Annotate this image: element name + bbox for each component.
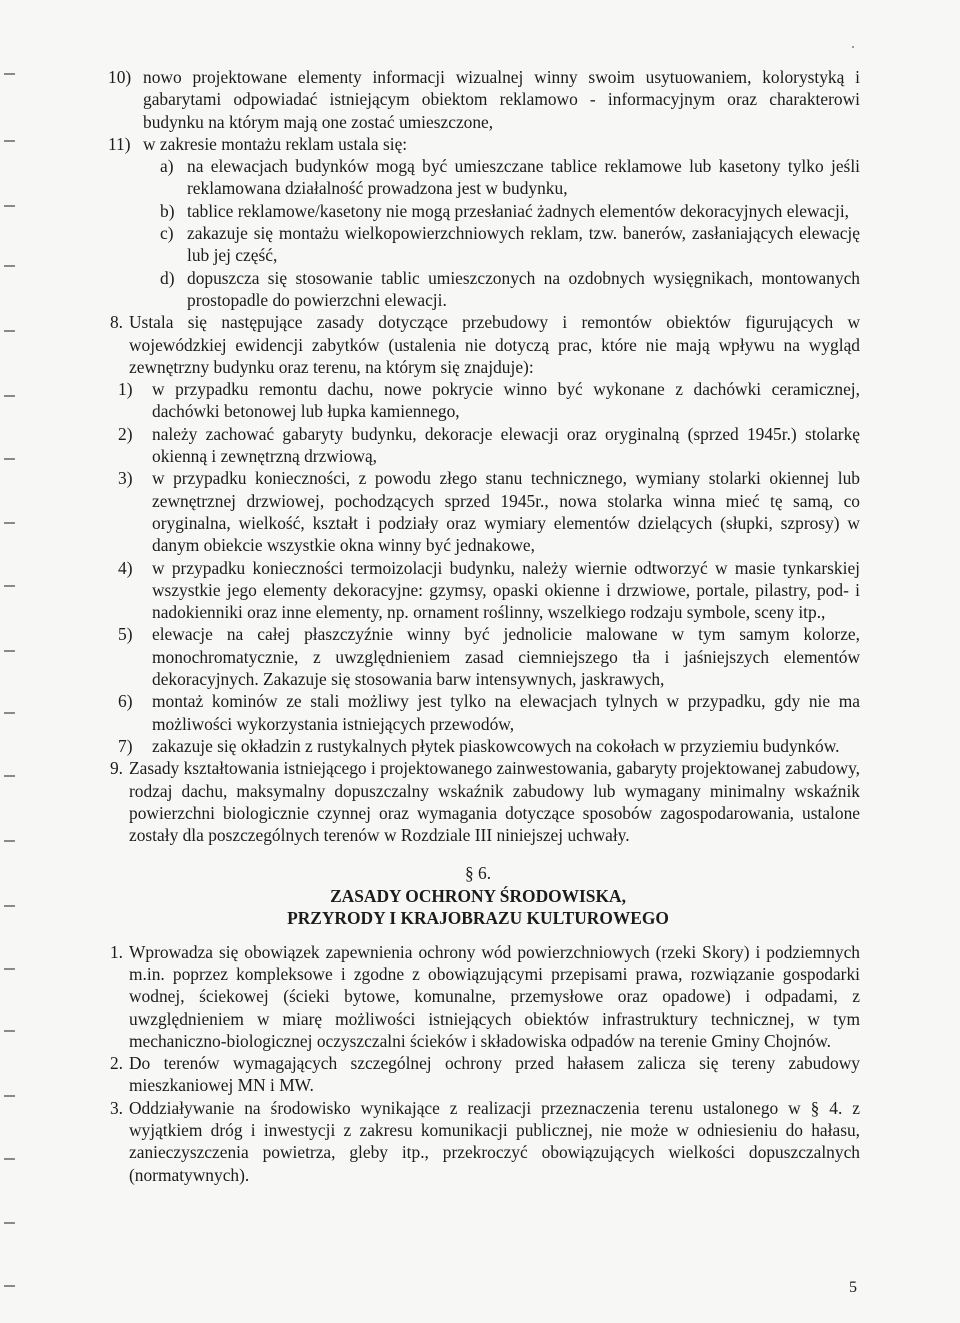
margin-mark bbox=[4, 775, 15, 777]
point-text: Zasady kształtowania istniejącego i projektowanego zainwestowania, gabaryty projektowanej zabudowy, rodzaj dachu, maksymalny dopuszczalny wskaźnik zabudowy lub wymagany minimalny wskaźnik powierzchni biologicznie czynnej oraz wymagania dotyczące sposobów zagospodarowania, ustalone zostały dla poszczególnych terenów w Rozdziale III niniejszej uchwały. bbox=[129, 758, 860, 846]
point-8-item bbox=[96, 467, 860, 556]
sub-item-a bbox=[96, 155, 860, 200]
page-number: 5 bbox=[849, 1279, 857, 1296]
item-number: 1. bbox=[109, 941, 123, 962]
margin-mark bbox=[4, 650, 15, 652]
scan-speck bbox=[852, 46, 854, 48]
margin-mark bbox=[4, 968, 15, 970]
margin-mark bbox=[4, 1095, 15, 1097]
item-text: należy zachować gabaryty budynku, dekoracje elewacji oraz oryginalną (sprzed 1945r.) stolarkę okienną i zewnętrzną drzwiową, bbox=[152, 423, 860, 467]
margin-mark bbox=[4, 1030, 15, 1032]
margin-mark bbox=[4, 1222, 15, 1224]
item-text: dopuszcza się stosowanie tablic umieszczonych na ozdobnych wysięgnikach, montowanych prostopadle do powierzchni elewacji. bbox=[187, 267, 860, 310]
item-text: elewacje na całej płaszczyźnie winny być jednolicie malowane w tym samym kolorze, monochromatycznie, z uwzględnieniem zasad ciemniejszego tła i jaśniejszych elementów dekoracyjnych. Zakazuje się stosowania barw intensywnych, jaskrawych, bbox=[152, 624, 860, 690]
point-8-item bbox=[96, 378, 860, 423]
item-number: 2. bbox=[109, 1053, 123, 1074]
binding-margin-marks bbox=[4, 0, 18, 1323]
item-letter: a) bbox=[160, 156, 174, 177]
item-text: w przypadku konieczności, z powodu złego stanu technicznego, wymiany stolarki okiennej lub zewnętrznej drzwiowej, pochodzących sprzed 1945r., nowa stolarka winna mieć tę samą, co oryginalna, wielkość, kształt i podziały oraz wymiary elementów dzielących (słupki, szprosy) w danym obiekcie wszystkie okna winny być jednakowe, bbox=[152, 468, 860, 556]
sub-item-b bbox=[96, 200, 860, 222]
margin-mark bbox=[4, 712, 15, 714]
margin-mark bbox=[4, 265, 15, 267]
item-number: 10) bbox=[108, 67, 132, 87]
section-item bbox=[96, 1052, 860, 1097]
margin-mark bbox=[4, 330, 15, 332]
margin-mark bbox=[4, 840, 15, 842]
item-number: 11) bbox=[108, 133, 131, 154]
point-8-item bbox=[96, 690, 860, 735]
margin-mark bbox=[4, 1158, 15, 1160]
item-number: 4) bbox=[118, 557, 133, 578]
item-text: nowo projektowane elementy informacji wizualnej winny swoim usytuowaniem, kolorystyką i gabarytami odpowiadać istniejącym obiektom reklamowo - informacyjnym oraz charakterowi budynku na którym mają one zostać umieszczone, bbox=[143, 67, 860, 132]
item-number: 7) bbox=[118, 735, 133, 756]
section-heading-line: PRZYRODY I KRAJOBRAZU KULTUROWEGO bbox=[287, 907, 669, 928]
list-item-11 bbox=[96, 133, 860, 155]
item-text: na elewacjach budynków mogą być umieszczane tablice reklamowe lub kasetony tylko jeśli reklamowana działalność prowadzona jest w budynku, bbox=[187, 156, 860, 199]
item-number: 2) bbox=[118, 423, 133, 444]
point-number: 9. bbox=[109, 758, 123, 779]
margin-mark bbox=[4, 905, 15, 907]
margin-mark bbox=[4, 585, 15, 587]
margin-mark bbox=[4, 458, 15, 460]
list-item-10 bbox=[96, 66, 860, 133]
point-9 bbox=[96, 757, 860, 846]
point-8-item bbox=[96, 735, 860, 757]
section-heading-line: ZASADY OCHRONY ŚRODOWISKA, bbox=[330, 885, 626, 906]
section-sign: § 6. bbox=[464, 863, 492, 884]
section-item bbox=[96, 941, 860, 1052]
margin-mark bbox=[4, 1285, 15, 1287]
point-8 bbox=[96, 311, 860, 378]
item-number: 5) bbox=[118, 624, 133, 645]
point-8-item bbox=[96, 557, 860, 624]
item-text: zakazuje się okładzin z rustykalnych płytek piaskowcowych na cokołach w przyziemiu budynków. bbox=[152, 735, 840, 756]
item-letter: c) bbox=[160, 223, 174, 244]
item-number: 6) bbox=[118, 691, 133, 712]
margin-mark bbox=[4, 140, 15, 142]
item-text: Wprowadza się obowiązek zapewnienia ochrony wód powierzchniowych (rzeki Skory) i podziemnych m.in. poprzez kompleksowe i zgodne z obowiązującymi przepisami prawa, rozwiązanie gospodarki wodnej, ściekowej (ścieki bytowe, komunalne, przemysłowe oraz opadowe) i odpadami, z uwzględnieniem w miarę możliwości istniejących obiektów infrastruktury technicznej, w tym mechaniczno-biologicznej oczyszczalni ścieków i składowiska odpadów na terenie Gminy Chojnów. bbox=[129, 941, 860, 1051]
item-text: tablice reklamowe/kasetony nie mogą przesłaniać żadnych elementów dekoracyjnych elewacji, bbox=[187, 200, 849, 221]
item-text: w przypadku remontu dachu, nowe pokrycie winno być wykonane z dachówki ceramicznej, dachówki betonowej lub łupka kamiennego, bbox=[152, 379, 860, 422]
document-body bbox=[96, 66, 860, 1186]
margin-mark bbox=[4, 522, 15, 524]
item-letter: b) bbox=[160, 200, 175, 221]
point-8-item bbox=[96, 423, 860, 468]
item-text: montaż kominów ze stali możliwy jest tylko na elewacjach tylnych w przypadku, gdy nie ma możliwości wykorzystania istniejących przewodów, bbox=[152, 691, 860, 734]
section-heading bbox=[96, 885, 860, 929]
margin-mark bbox=[4, 205, 15, 207]
point-number: 8. bbox=[109, 312, 123, 333]
point-text: Ustala się następujące zasady dotyczące przebudowy i remontów obiektów figurujących w wojewódzkiej ewidencji zabytków (ustalenia nie dotyczą prac, które nie mają wpływu na wygląd zewnętrzny budynku oraz terenu, na którym się znajduje): bbox=[129, 312, 860, 377]
item-text: w przypadku konieczności termoizolacji budynku, należy wiernie odtworzyć w masie tynkarskiej wszystkie jego elementy dekoracyjne: gzymsy, opaski okienne i drzwiowe, portale, pilastry, pod- i nadokienniki oraz inne elementy, np. ornament roślinny, wszelkiego rodzaju symbole, sceny itp., bbox=[152, 557, 860, 623]
point-8-item bbox=[96, 623, 860, 690]
item-text: zakazuje się montażu wielkopowierzchniowych reklam, tzw. banerów, zasłaniających elewację lub jej część, bbox=[187, 223, 860, 266]
item-text: Oddziaływanie na środowisko wynikające z realizacji przeznaczenia terenu ustalonego w § 4. z wyjątkiem dróg i inwestycji z zakresu komunikacji publicznej, nie może w odniesieniu do hałasu, zanieczyszczenia powietrza, gleby itp., przekroczyć obowiązujących wielkości dopuszczalnych (normatywnych). bbox=[129, 1097, 860, 1185]
item-number: 3. bbox=[109, 1097, 123, 1118]
sub-item-c bbox=[96, 222, 860, 267]
item-text: Do terenów wymagających szczególnej ochrony przed hałasem zalicza się tereny zabudowy mieszkaniowej MN i MW. bbox=[129, 1053, 860, 1096]
sub-item-d bbox=[96, 267, 860, 312]
item-number: 3) bbox=[118, 468, 133, 489]
section-item bbox=[96, 1097, 860, 1186]
margin-mark bbox=[4, 395, 15, 397]
item-text: w zakresie montażu reklam ustala się: bbox=[143, 133, 408, 154]
item-letter: d) bbox=[160, 267, 175, 288]
item-number: 1) bbox=[118, 379, 133, 400]
margin-mark bbox=[4, 73, 15, 75]
